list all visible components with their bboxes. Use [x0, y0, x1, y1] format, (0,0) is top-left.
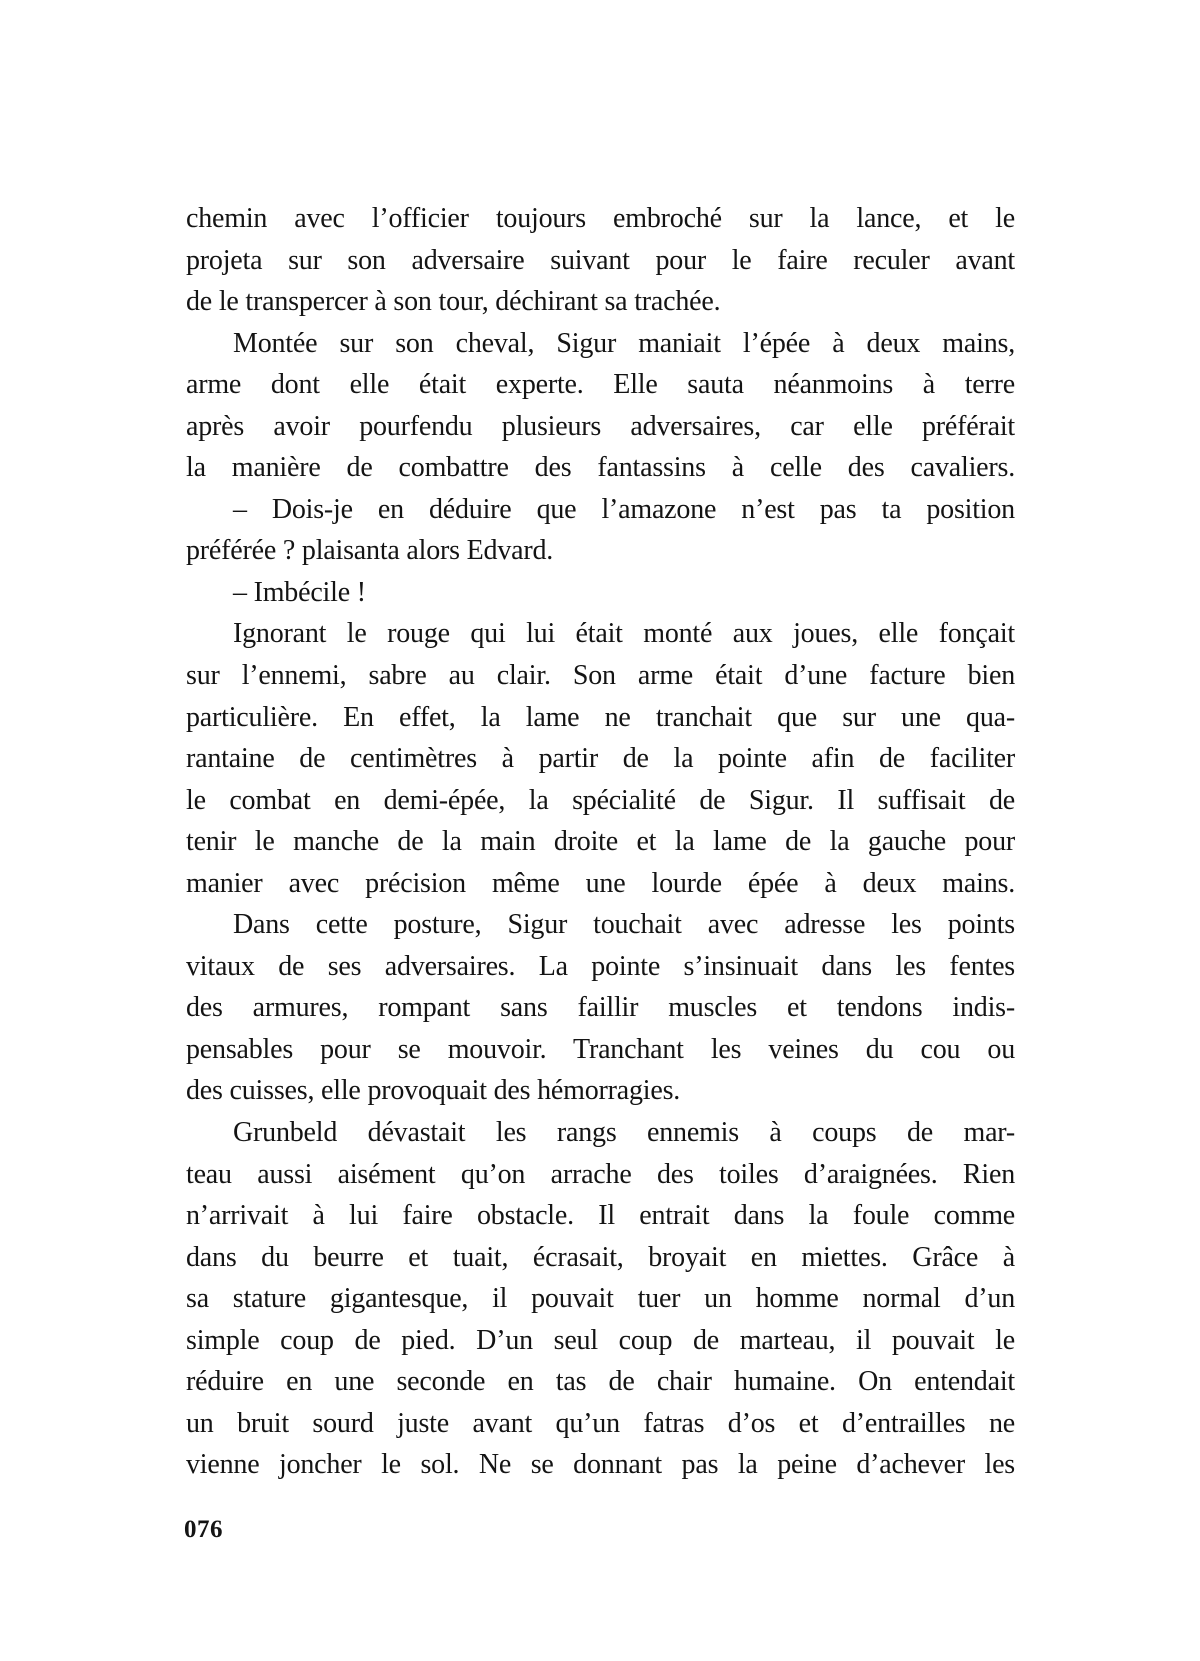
text-line: vienne joncher le sol. Ne se donnant pas la peine d’achever les	[186, 1449, 1015, 1481]
text-line: des cuisses, elle provoquait des hémorragies.	[186, 1075, 681, 1107]
text-line: de le transpercer à son tour, déchirant sa trachée.	[186, 286, 721, 318]
text-line: Ignorant le rouge qui lui était monté aux joues, elle fonçait	[233, 618, 1015, 650]
text-line: rantaine de centimètres à partir de la pointe afin de faciliter	[186, 743, 1015, 775]
page-number: 076	[184, 1516, 223, 1543]
text-line: après avoir pourfendu plusieurs adversaires, car elle préférait	[186, 410, 1015, 442]
text-line: le combat en demi-épée, la spécialité de Sigur. Il suffisait de	[186, 784, 1015, 816]
text-line: n’arrivait à lui faire obstacle. Il entrait dans la foule comme	[186, 1200, 1015, 1232]
text-line: sa stature gigantesque, il pouvait tuer un homme normal d’un	[186, 1283, 1015, 1315]
text-line: Grunbeld dévastait les rangs ennemis à coups de mar-	[233, 1117, 1015, 1149]
text-line: des armures, rompant sans faillir muscles et tendons indis-	[186, 992, 1015, 1024]
text-line: chemin avec l’officier toujours embroché sur la lance, et le	[186, 203, 1015, 234]
text-line: – Imbécile !	[233, 576, 366, 608]
text-line: tenir le manche de la main droite et la lame de la gauche pour	[186, 826, 1015, 858]
text-line: pensables pour se mouvoir. Tranchant les veines du cou ou	[186, 1033, 1015, 1065]
text-line: préférée ? plaisanta alors Edvard.	[186, 535, 554, 567]
text-line: manier avec précision même une lourde épée à deux mains.	[186, 867, 1015, 899]
text-line: simple coup de pied. D’un seul coup de marteau, il pouvait le	[186, 1324, 1015, 1356]
text-line: vitaux de ses adversaires. La pointe s’insinuait dans les fentes	[186, 950, 1015, 982]
text-line: sur l’ennemi, sabre au clair. Son arme était d’une facture bien	[186, 660, 1015, 692]
text-line: Dans cette posture, Sigur touchait avec adresse les points	[233, 909, 1015, 941]
page-text-block	[186, 198, 1015, 1486]
text-line: particulière. En effet, la lame ne tranchait que sur une qua-	[186, 701, 1015, 733]
text-line: dans du beurre et tuait, écrasait, broyait en miettes. Grâce à	[186, 1241, 1015, 1273]
text-line: un bruit sourd juste avant qu’un fatras d’os et d’entrailles ne	[186, 1407, 1015, 1439]
text-line: arme dont elle était experte. Elle sauta néanmoins à terre	[186, 369, 1015, 401]
text-line: projeta sur son adversaire suivant pour le faire reculer avant	[186, 244, 1015, 276]
text-line: la manière de combattre des fantassins à celle des cavaliers.	[186, 452, 1015, 484]
text-line: Montée sur son cheval, Sigur maniait l’épée à deux mains,	[233, 327, 1015, 359]
text-line: teau aussi aisément qu’on arrache des toiles d’araignées. Rien	[186, 1158, 1015, 1190]
text-line: – Dois-je en déduire que l’amazone n’est pas ta position	[233, 493, 1015, 525]
text-line: réduire en une seconde en tas de chair humaine. On entendait	[186, 1366, 1015, 1398]
